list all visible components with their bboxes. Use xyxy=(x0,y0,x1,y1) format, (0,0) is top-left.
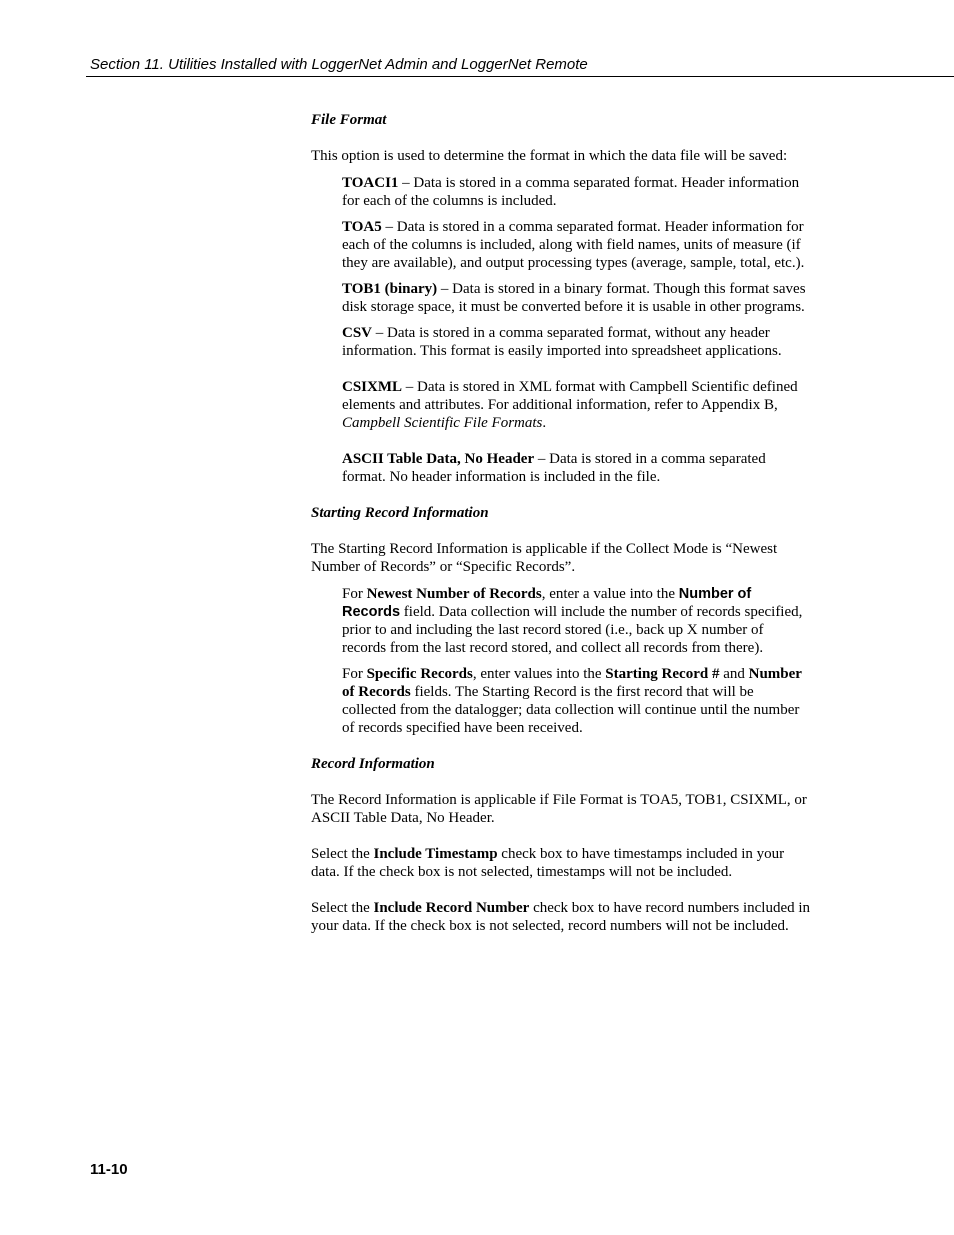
format-desc: – Data is stored in a comma separated format. No header information is included in the file. xyxy=(342,451,766,485)
format-item-toa5 xyxy=(342,218,811,272)
option-name: Include Record Number xyxy=(373,900,530,916)
text-run: For xyxy=(342,666,367,682)
text-run: Select the xyxy=(311,900,374,916)
specific-records-paragraph xyxy=(342,665,811,737)
file-format-intro: This option is used to determine the format in which the data file will be saved: xyxy=(311,148,788,164)
format-term: TOACI1 xyxy=(342,175,399,191)
format-term: CSV xyxy=(342,325,373,341)
file-format-heading: File Format xyxy=(311,112,387,128)
record-info-heading: Record Information xyxy=(311,756,435,772)
starting-record-intro: The Starting Record Information is applicable if the Collect Mode is “Newest Number of Records” or “Specific Records”. xyxy=(311,541,778,575)
running-header: Section 11. Utilities Installed with LoggerNet Admin and LoggerNet Remote xyxy=(90,56,588,73)
format-item-tob1 xyxy=(342,280,811,316)
format-desc: – Data is stored in a comma separated format. Header information for each of the columns is included. xyxy=(342,175,800,209)
text-run: , enter values into the xyxy=(472,666,606,682)
format-desc-end: . xyxy=(542,415,547,431)
include-timestamp-paragraph xyxy=(311,845,811,881)
format-desc: – Data is stored in a binary format. Though this format saves disk storage space, it must be converted before it is usable in other programs. xyxy=(342,281,806,315)
appendix-reference: Campbell Scientific File Formats xyxy=(342,415,543,431)
mode-term: Newest Number of Records xyxy=(366,586,542,602)
starting-record-heading: Starting Record Information xyxy=(311,505,489,521)
record-info-intro: The Record Information is applicable if File Format is TOA5, TOB1, CSIXML, or ASCII Table Data, No Header. xyxy=(311,792,807,826)
header-rule xyxy=(86,76,954,77)
format-desc: – Data is stored in XML format with Campbell Scientific defined elements and attributes. For additional information, refer to Appendix B, xyxy=(342,379,798,413)
format-term: TOB1 (binary) xyxy=(342,281,438,297)
field-name: Starting Record # xyxy=(605,666,720,682)
mode-term: Specific Records xyxy=(366,666,473,682)
page-content xyxy=(311,111,811,944)
format-item-ascii xyxy=(342,450,811,486)
format-item-csv xyxy=(342,324,811,360)
text-run: Select the xyxy=(311,846,374,862)
format-item-toaci1 xyxy=(342,174,811,210)
page-number: 11-10 xyxy=(90,1161,128,1178)
format-desc: – Data is stored in a comma separated format. Header information for each of the columns is included, along with field names, units of measure (if they are available), and output processing types (average, sample, total, etc.). xyxy=(342,219,805,271)
text-run: field. Data collection will include the number of records specified, prior to and including the last record stored (i.e., back up X number of records from the last record stored, and collect all records from there). xyxy=(342,604,803,656)
format-term: ASCII Table Data, No Header xyxy=(342,451,535,467)
include-record-number-paragraph xyxy=(311,899,811,935)
field-name: Number of Records xyxy=(342,666,802,700)
format-term: TOA5 xyxy=(342,219,382,235)
text-run: and xyxy=(719,666,749,682)
text-run: check box to have timestamps included in your data. If the check box is not selected, timestamps will not be included. xyxy=(311,846,785,880)
text-run: fields. The Starting Record is the first record that will be collected from the datalogger; data collection will continue until the number of records specified have been received. xyxy=(342,684,800,736)
format-term: CSIXML xyxy=(342,379,403,395)
format-desc: – Data is stored in a comma separated format, without any header information. This format is easily imported into spreadsheet applications. xyxy=(342,325,782,359)
text-run: For xyxy=(342,586,367,602)
format-item-csixml xyxy=(342,378,811,432)
text-run: check box to have record numbers included in your data. If the check box is not selected, record numbers will not be included. xyxy=(311,900,811,934)
text-run: , enter a value into the xyxy=(541,586,679,602)
option-name: Include Timestamp xyxy=(373,846,498,862)
field-name: Number of Records xyxy=(342,586,752,620)
newest-records-paragraph xyxy=(342,585,811,657)
